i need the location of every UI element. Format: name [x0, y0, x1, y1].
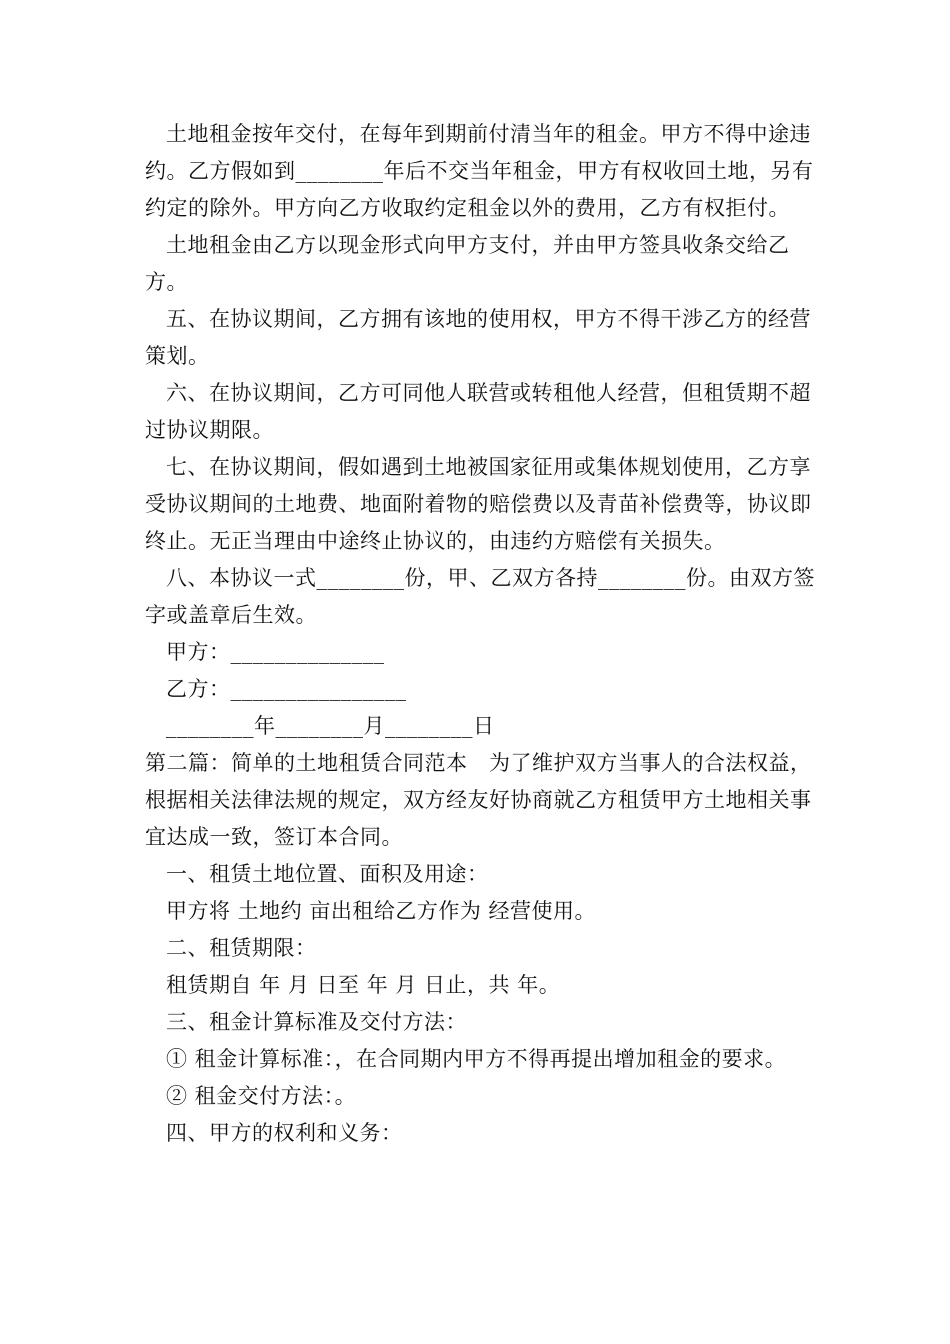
section-four-heading: 四、甲方的权利和义务： — [166, 1121, 403, 1145]
section-two-heading: 二、租赁期限： — [166, 936, 317, 960]
party-b-signature-line: 乙方：________________ — [166, 677, 407, 701]
clause-five: 五、在协议期间，乙方拥有该地的使用权，甲方不得干涉乙方的经营策划。 — [145, 307, 811, 368]
section-one-heading: 一、租赁土地位置、面积及用途： — [166, 862, 489, 886]
rent-standard-item: ① 租金计算标准：，在合同期内甲方不得再提出增加租金的要求。 — [166, 1047, 787, 1071]
contract-body — [145, 116, 820, 1152]
rent-payment-paragraph: 土地租金按年交付，在每年到期前付清当年的租金。甲方不得中途违约。乙方假如到________年后不交当年租金，甲方有权收回土地，另有约定的除外。甲方向乙方收取约定租金以外的费用，乙方有权拒付。 — [145, 122, 814, 220]
clause-eight: 八、本协议一式________份，甲、乙双方各持________份。由双方签字或盖章后生效。 — [145, 566, 815, 627]
second-contract-intro: 第二篇：简单的土地租赁合同范本 为了维护双方当事人的合法权益，根据相关法律法规的规定，双方经友好协商就乙方租赁甲方土地相关事宜达成一致，签订本合同。 — [145, 751, 812, 849]
date-line: ________年________月________日 — [166, 714, 495, 738]
party-a-signature-line: 甲方：______________ — [166, 640, 385, 664]
clause-seven: 七、在协议期间，假如遇到土地被国家征用或集体规划使用，乙方享受协议期间的土地费、地面附着物的赔偿费以及青苗补偿费等，协议即终止。无正当理由中途终止协议的，由违约方赔偿有关损失。 — [145, 455, 812, 553]
section-one-content: 甲方将 土地约 亩出租给乙方作为 经营使用。 — [166, 899, 597, 923]
section-three-heading: 三、租金计算标准及交付方法： — [166, 1010, 467, 1034]
section-two-content: 租赁期自 年 月 日至 年 月 日止，共 年。 — [166, 973, 561, 997]
clause-six: 六、在协议期间，乙方可同他人联营或转租他人经营，但租赁期不超过协议期限。 — [145, 381, 811, 442]
rent-cash-paragraph: 土地租金由乙方以现金形式向甲方支付，并由甲方签具收条交给乙方。 — [145, 233, 790, 294]
rent-method-item: ② 租金交付方法：。 — [166, 1084, 357, 1108]
